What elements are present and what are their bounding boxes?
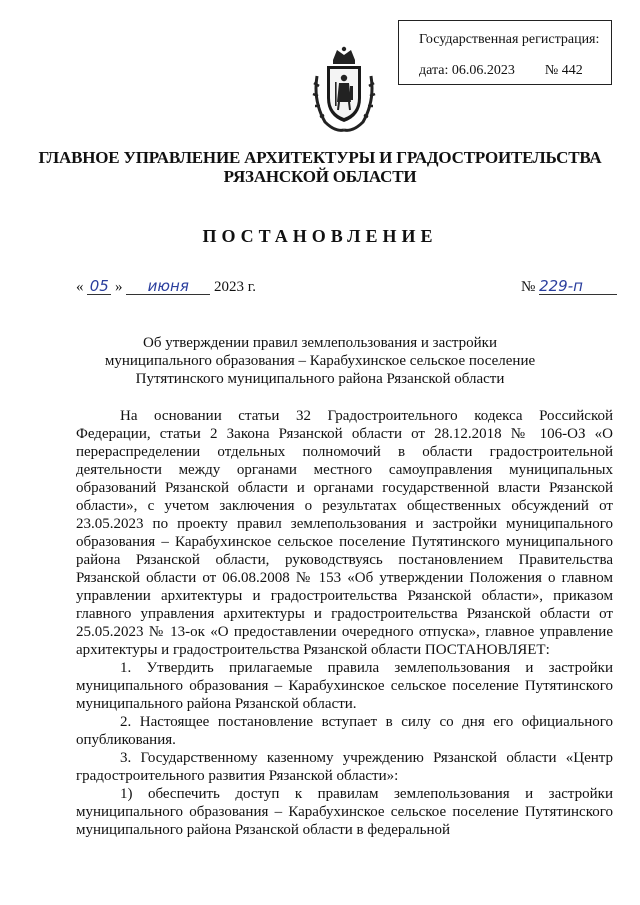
organization-title-line1: ГЛАВНОЕ УПРАВЛЕНИЕ АРХИТЕКТУРЫ И ГРАДОСТРОИТЕЛЬСТВА [38, 148, 602, 167]
registration-details [419, 62, 611, 80]
date-day-handwritten: 05 [87, 278, 111, 295]
date-close-quote: » [115, 279, 123, 295]
registration-stamp [398, 20, 612, 85]
date-month-handwritten: июня [126, 278, 210, 295]
body-paragraph-preamble: На основании статьи 32 Градостроительного кодекса Российской Федерации, статьи 2 Закона Рязанской области от 28.12.2018 № 106-ОЗ «О перераспределении отдельных полномочий в области градостроительной деятельности между органами местного самоуправления муниципальных образований Рязанской области и органами государственной власти Рязанской области», с учетом заключения о результатах общественных обсуждений от 23.05.2023 по проекту правил землепользования и застройки муниципального образования – Карабухинское сельское поселение Путятинского муниципального района Рязанской области, руководствуясь постановлением Правительства Рязанской области от 06.08.2008 № 153 «Об утверждении Положения о главном управлении архитектуры и градостроительства Рязанской области», приказом главного управления архитектуры и градостроительства Рязанской области от 25.05.2023 № 13-ок «О предоставлении очередного отпуска», главное управление архитектуры и градостроительства Рязанской области ПОСТАНОВЛЯЕТ: [76, 408, 613, 658]
document-number-handwritten: 229-п [539, 278, 617, 295]
document-body [76, 407, 613, 839]
document-type-heading: ПОСТАНОВЛЕНИЕ [202, 226, 438, 246]
registration-date: дата: 06.06.2023 [419, 63, 515, 78]
ryazan-coat-of-arms-icon [311, 46, 377, 134]
document-number [521, 278, 617, 296]
body-paragraph-item-2: 2. Настоящее постановление вступает в силу со дня его официального опубликования. [76, 714, 613, 748]
subject-line1: Об утверждении правил землепользования и застройки [143, 335, 497, 351]
body-paragraph-item-3: 3. Государственному казенному учреждению Рязанской области «Центр градостроительного развития Рязанской области»: [76, 750, 613, 784]
body-paragraph-item-1: 1. Утвердить прилагаемые правила землепользования и застройки муниципального образования – Карабухинское сельское поселение Путятинского муниципального района Рязанской области. [76, 660, 613, 712]
registration-title: Государственная регистрация: [419, 32, 600, 47]
subject-line2: муниципального образования – Карабухинское сельское поселение [104, 353, 536, 369]
document-subject [0, 334, 640, 388]
body-paragraph-item-3-1: 1) обеспечить доступ к правилам землепользования и застройки муниципального образования – Карабухинское сельское поселение Путятинского муниципального района Рязанской области в федеральной [76, 786, 613, 838]
registration-number: № 442 [544, 63, 583, 78]
document-date [76, 278, 256, 296]
date-open-quote: « [76, 279, 84, 295]
organization-title-line2: РЯЗАНСКОЙ ОБЛАСТИ [223, 167, 417, 186]
organization-title [0, 148, 640, 186]
document-number-prefix: № [521, 279, 536, 295]
date-year: 2023 г. [214, 279, 256, 295]
subject-line3: Путятинского муниципального района Рязанской области [135, 371, 505, 387]
